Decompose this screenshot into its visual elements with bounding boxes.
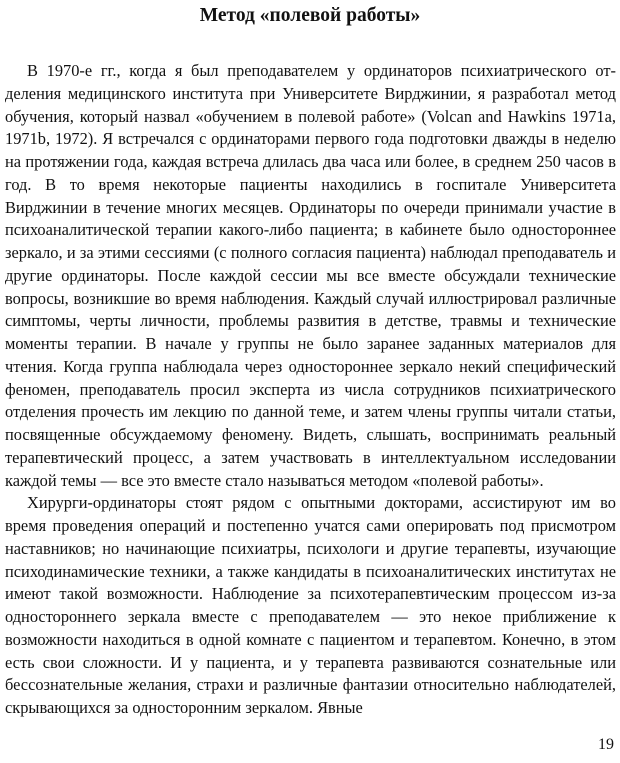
body-text bbox=[5, 60, 616, 720]
section-heading: Метод «полевой работы» bbox=[199, 5, 421, 26]
paragraph-1: В 1970-е гг., когда я был преподавателем у ординаторов психиатрического отделения медицинского института при Университете Вирджинии, я разработал метод обучения, который назвал «обучением в полевой работе» (Volcan and Hawkins 1971a, 1971b, 1972). Я встречался с ординаторами первого года подготовки дважды в неделю на протяжении года, каждая встреча длилась два часа или более, в среднем 250 часов в год. В то время некоторые пациенты находились в госпитале Университета Вирджинии в течение многих месяцев. Ординаторы по очереди принимали участие в психоаналитической терапии какого-либо пациента; в кабинете было одностороннее зеркало, и за этими сессиями (с полного согласия пациента) наблюдал преподаватель и другие ординаторы. После каждой сессии мы все вместе обсуждали технические вопросы, возникшие во время наблюдения. Каждый случай иллюстрировал различные симптомы, черты личности, проблемы развития в детстве, травмы и технические моменты терапии. В начале у группы не было заранее заданных материалов для чтения. Когда группа наблюдала через одностороннее зеркало некий специфический феномен, преподаватель просил эксперта из числа сотрудников психиатрического отделения прочесть им лекцию по данной теме, и затем члены группы читали статьи, посвященные обсуждаемому феномену. Видеть, слышать, воспринимать реальный терапевтический процесс, а затем участвовать в интеллектуальном исследовании каждой темы — все это вместе стало называться методом «полевой работы». bbox=[5, 61, 616, 490]
paragraph-2: Хирурги-ординаторы стоят рядом с опытными докторами, ассистируют им во время проведения операций и постепенно учатся сами оперировать под присмотром наставников; но начинающие психиатры, психологи и другие терапевты, изучающие психодинамические техники, а также кандидаты в психоаналитических институтах не имеют такой возможности. Наблюдение за психотерапевтическим процессом из-за одностороннего зеркала вместе с преподавателем — это некое приближение к возможности находиться в одной комнате с пациентом и терапевтом. Конечно, в этом есть свои сложности. И у пациента, и у терапевта развиваются сознательные или бессознательные желания, страхи и различные фантазии относительно наблюдателей, скрывающихся за односторонним зеркалом. Явные bbox=[5, 493, 616, 717]
page-number: 19 bbox=[598, 736, 614, 753]
